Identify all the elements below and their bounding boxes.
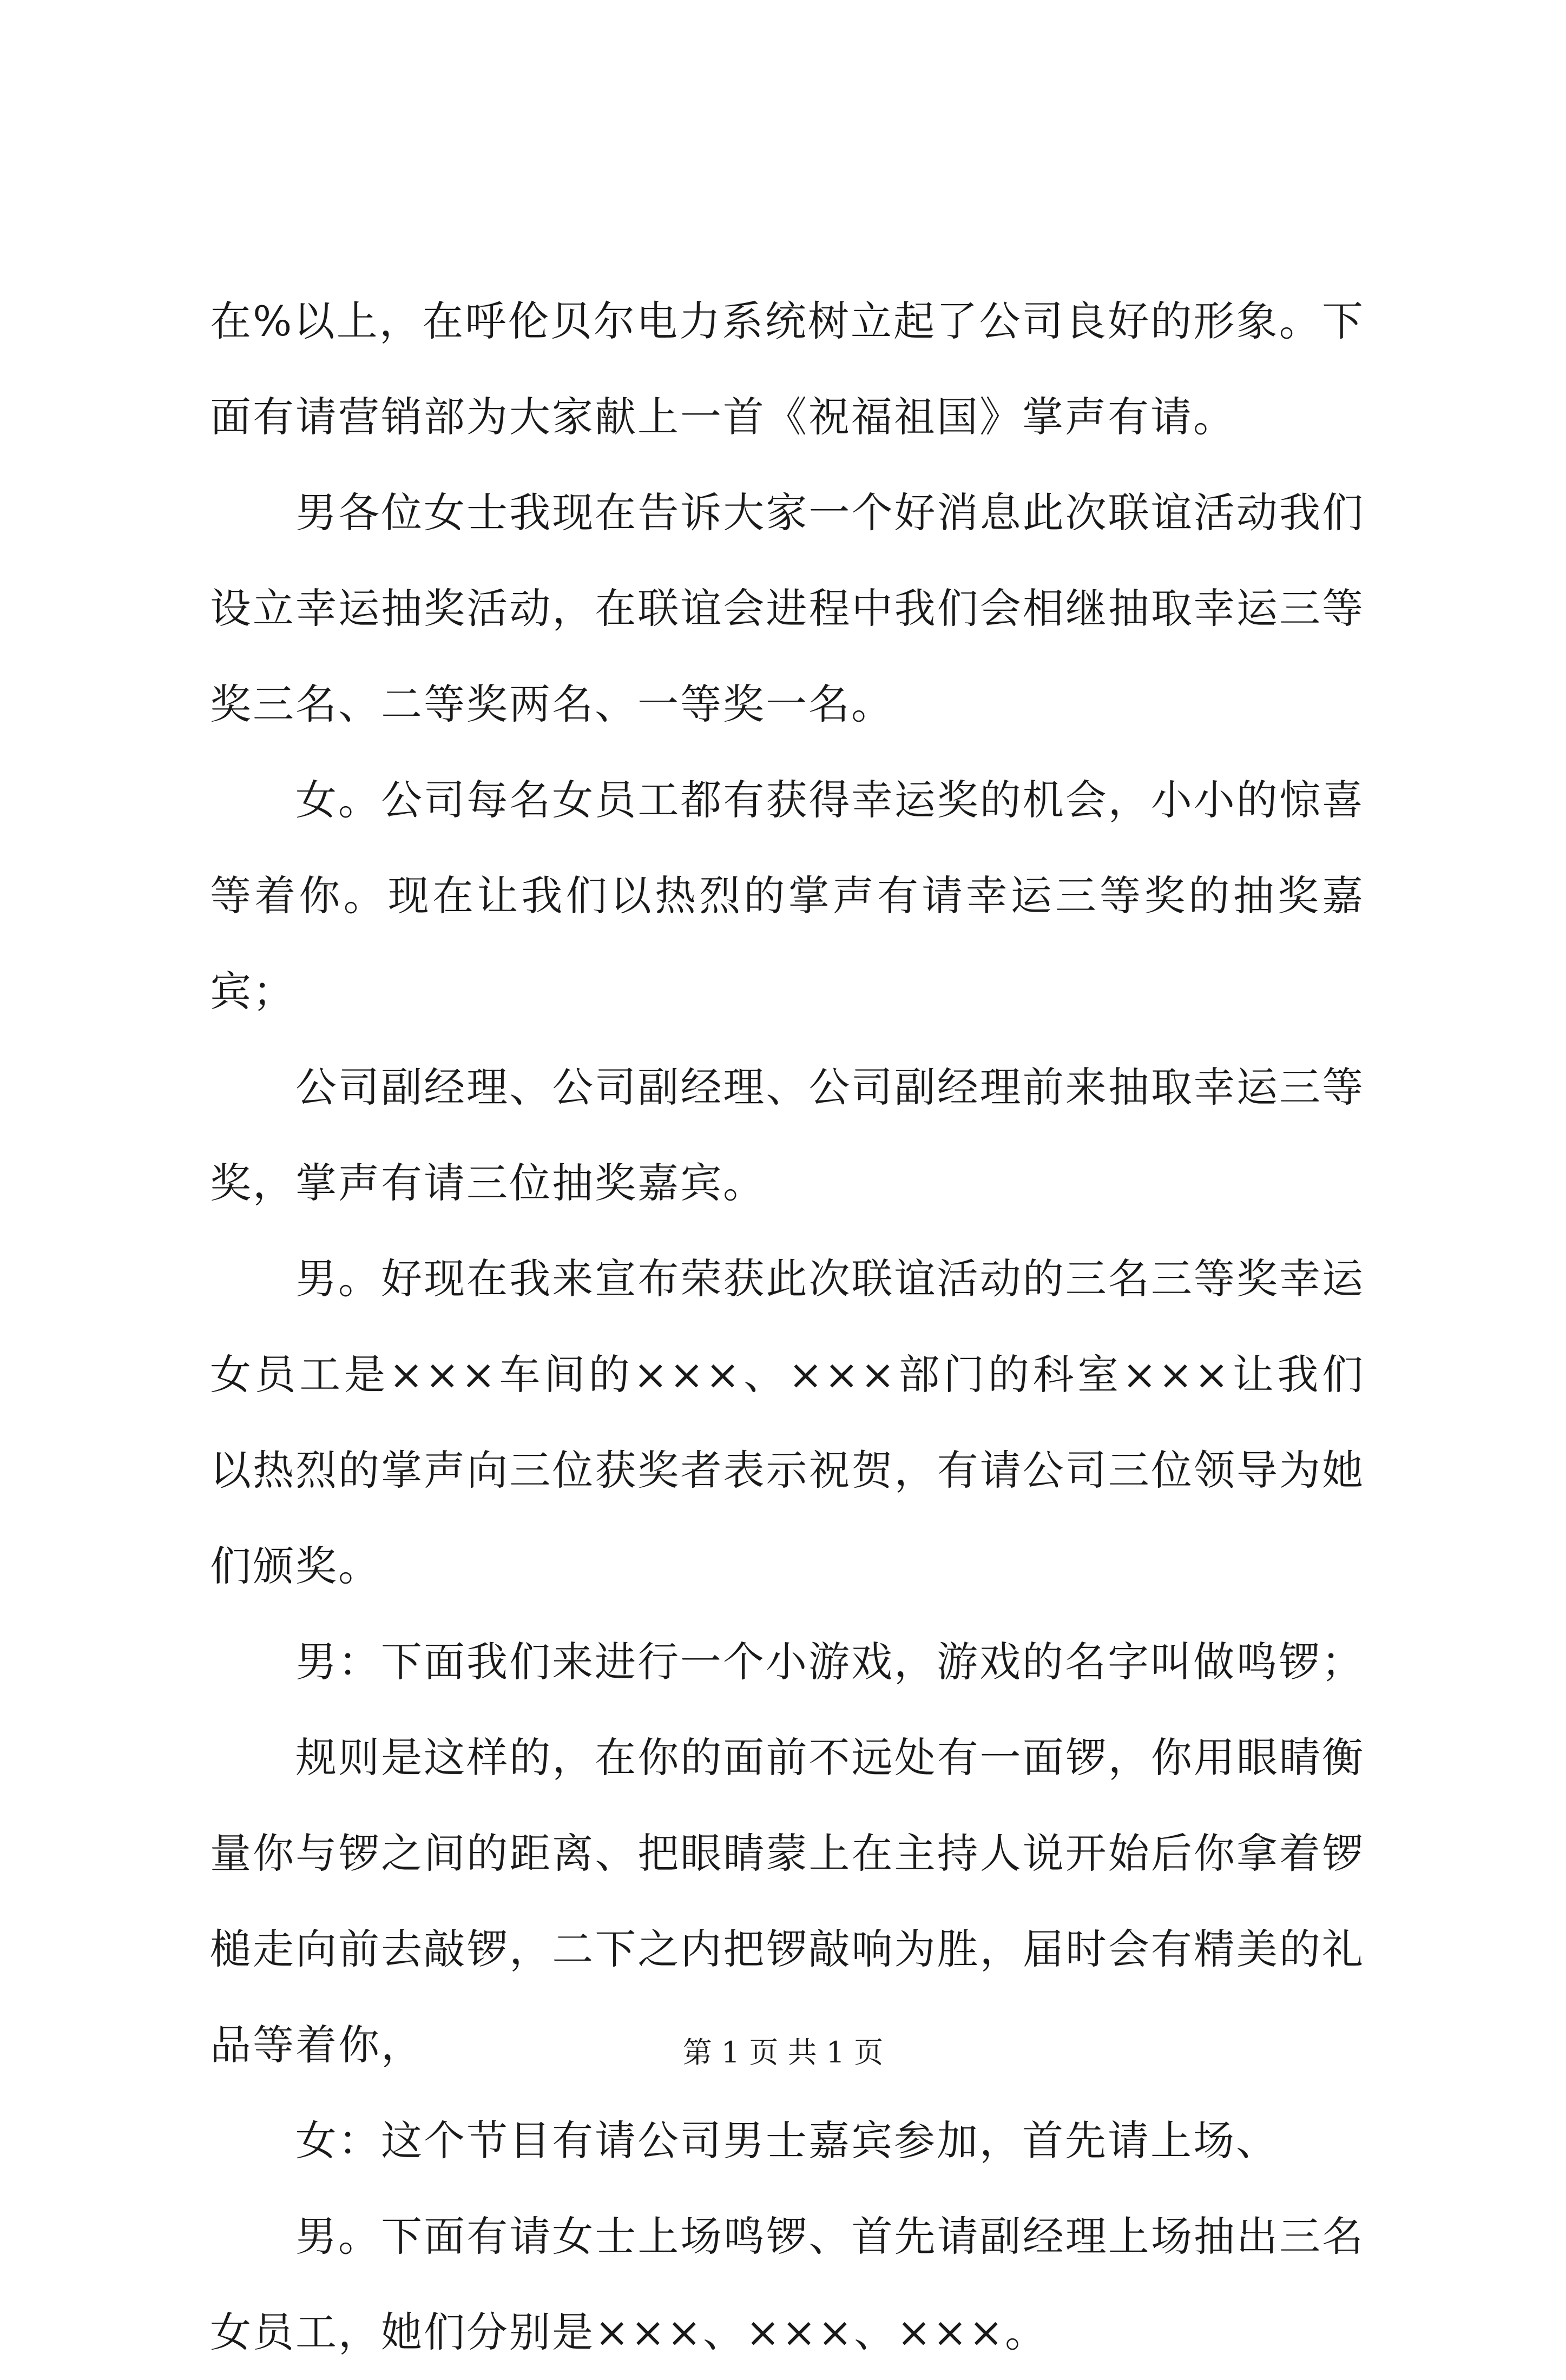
paragraph-6: 男：下面我们来进行一个小游戏，游戏的名字叫做鸣锣；	[295, 1638, 1364, 1686]
paragraph-2: 男各位女士我现在告诉大家一个好消息此次联谊活动我们设立幸运抽奖活动，在联谊会进程中我们会相继抽取幸运三等奖三名、二等奖两名、一等奖一名。	[210, 489, 1365, 728]
paragraph-3: 女。公司每名女员工都有获得幸运奖的机会，小小的惊喜等着你。现在让我们以热烈的掌声有请幸运三等奖的抽奖嘉宾；	[210, 776, 1365, 1016]
paragraph-8: 女：这个节目有请公司男士嘉宾参加，首先请上场、	[295, 2117, 1279, 2165]
paragraph-7: 规则是这样的，在你的面前不远处有一面锣，你用眼睛衡量你与锣之间的距离、把眼睛蒙上在主持人说开始后你拿着锣槌走向前去敲锣，二下之内把锣敲响为胜，届时会有精美的礼品等着你，	[210, 1733, 1365, 2069]
paragraph-9: 男。下面有请女士上场鸣锣、首先请副经理上场抽出三名女员工，她们分别是×××、×××、×××。	[210, 2212, 1365, 2356]
paragraph-4: 公司副经理、公司副经理、公司副经理前来抽取幸运三等奖，掌声有请三位抽奖嘉宾。	[210, 1063, 1365, 1207]
paragraph-1: 在%以上，在呼伦贝尔电力系统树立起了公司良好的形象。下面有请营销部为大家献上一首《祝福祖国》掌声有请。	[210, 297, 1365, 441]
page-footer: 第 1 页 共 1 页	[682, 2035, 884, 2069]
paragraph-5: 男。好现在我来宣布荣获此次联谊活动的三名三等奖幸运女员工是×××车间的×××、×××部门的科室×××让我们以热烈的掌声向三位获奖者表示祝贺，有请公司三位领导为她们颁奖。	[210, 1255, 1365, 1590]
